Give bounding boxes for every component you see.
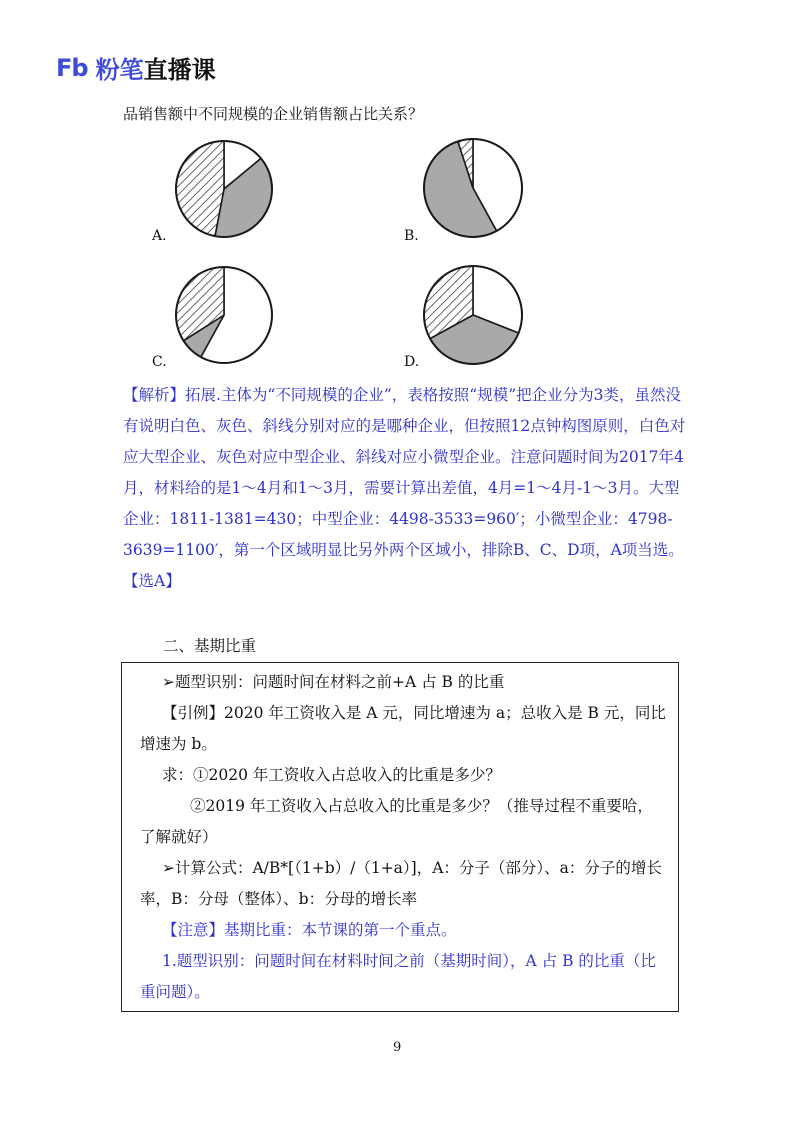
- brand-logo: [56, 50, 216, 85]
- pie-chart-a: [174, 139, 274, 239]
- question-text: 品销售额中不同规模的企业销售额占比关系？: [123, 105, 424, 123]
- pie-chart-b: [422, 137, 524, 239]
- box-line-identify: ➢题型识别：问题时间在材料之前+A 占 B 的比重: [162, 673, 505, 691]
- pie-chart-d: [422, 264, 524, 366]
- pie-chart-c: [174, 265, 274, 365]
- option-label-c: C.: [152, 354, 167, 370]
- box-line-formula: ➢计算公式：A/B*[（1+b）/（1+a）]，A：分子（部分）、a：分子的增长率，B：分母（整体）、b：分母的增长率: [140, 859, 662, 908]
- logo-brand: 粉笔: [95, 56, 144, 84]
- option-label-d: D.: [404, 354, 420, 370]
- page-number: 9: [393, 1040, 402, 1055]
- box-line-note: 【注意】基期比重：本节课的第一个重点。: [162, 921, 457, 939]
- option-label-b: B.: [404, 228, 419, 244]
- logo-text: [96, 50, 216, 85]
- logo-mark: Fb: [56, 53, 88, 82]
- option-label-a: A.: [152, 228, 167, 244]
- logo-rest: 直播课: [143, 56, 216, 84]
- pie-slice-hatch: [176, 141, 224, 236]
- box-line-rule: 1.题型识别：问题时间在材料时间之前（基期时间），A 占 B 的比重（比重问题）。: [140, 952, 656, 1001]
- content-box: [121, 662, 679, 1012]
- section-title: 二、基期比重: [163, 637, 257, 655]
- analysis-paragraph: 【解析】拓展.主体为“不同规模的企业”，表格按照“规模”把企业分为3类，虽然没有说明白色、灰色、斜线分别对应的是哪种企业，但按照12点钟构图原则，白色对应大型企业、灰色对应中型企业、斜线对应小微型企业。注意问题时间为2017年4月，材料给的是1～4月和1～3月，需要计算出差值，4月=1～4月-1～3月。大型企业：1811-1381=430；中型企业：4498-3533=960′；小微型企业：4798-3639=1100′，第一个区域明显比另外两个区域小，排除B、C、D项，A项当选。【选A】: [123, 386, 686, 590]
- box-line-example: 【引例】2020 年工资收入是 A 元，同比增速为 a；总收入是 B 元，同比增速为 b。: [140, 704, 666, 753]
- box-line-ask-2: ②2019 年工资收入占总收入的比重是多少？（推导过程不重要哈，了解就好）: [140, 797, 653, 846]
- box-line-ask: 求：①2020 年工资收入占总收入的比重是多少？: [162, 766, 501, 784]
